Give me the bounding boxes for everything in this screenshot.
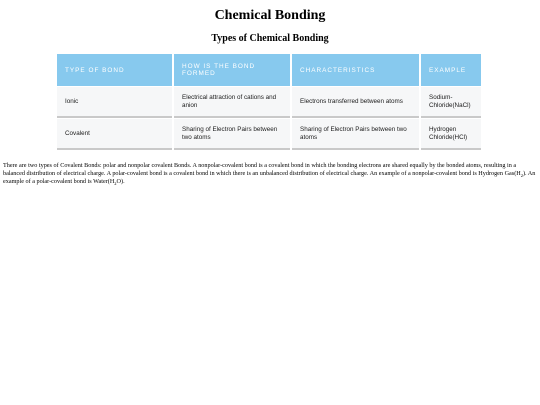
bonding-table xyxy=(57,54,483,150)
header-example: EXAMPLE xyxy=(421,54,481,86)
header-characteristics: CHARACTERISTICS xyxy=(292,54,419,86)
page-title: Chemical Bonding xyxy=(214,8,326,23)
cell-how-formed: Electrical attraction of cations and anion xyxy=(174,87,290,118)
cell-characteristics: Electrons transferred between atoms xyxy=(292,87,419,118)
cell-type-of-bond: Ionic xyxy=(57,87,172,118)
subscript: 2 xyxy=(114,181,117,187)
table-row xyxy=(57,119,483,150)
cell-characteristics: Sharing of Electron Pairs between two atoms xyxy=(292,119,419,150)
covalent-bonds-paragraph xyxy=(3,162,537,186)
paragraph-text: There are two types of Covalent Bonds: polar and nonpolar covalent Bonds. A nonpolar-covalent bond is a covalent bond in which the bonding electrons are shared equally by the bonded atoms, resulting in a balanced distribution of electrical charge. A polar-covalent bond is a covalent bond in which there is an unbalanced distribution of electrical charge. An example of a nonpolar-covalent bond is Hydrogen Gas(H xyxy=(3,162,521,177)
paragraph-text: ). An example of a polar-covalent bond is Water(H xyxy=(3,170,536,185)
table-row xyxy=(57,87,483,118)
table-title: Types of Chemical Bonding xyxy=(211,33,329,44)
paragraph-text: O). xyxy=(116,178,125,185)
table-header-row xyxy=(57,54,483,86)
subscript: 2 xyxy=(520,173,523,179)
cell-how-formed: Sharing of Electron Pairs between two atoms xyxy=(174,119,290,150)
cell-type-of-bond: Covalent xyxy=(57,119,172,150)
header-how-formed: HOW IS THE BOND FORMED xyxy=(174,54,290,86)
cell-example: Sodium-Chloride(NaCl) xyxy=(421,87,481,118)
header-type-of-bond: TYPE OF BOND xyxy=(57,54,172,86)
cell-example: Hydrogen Chloride(HCl) xyxy=(421,119,481,150)
